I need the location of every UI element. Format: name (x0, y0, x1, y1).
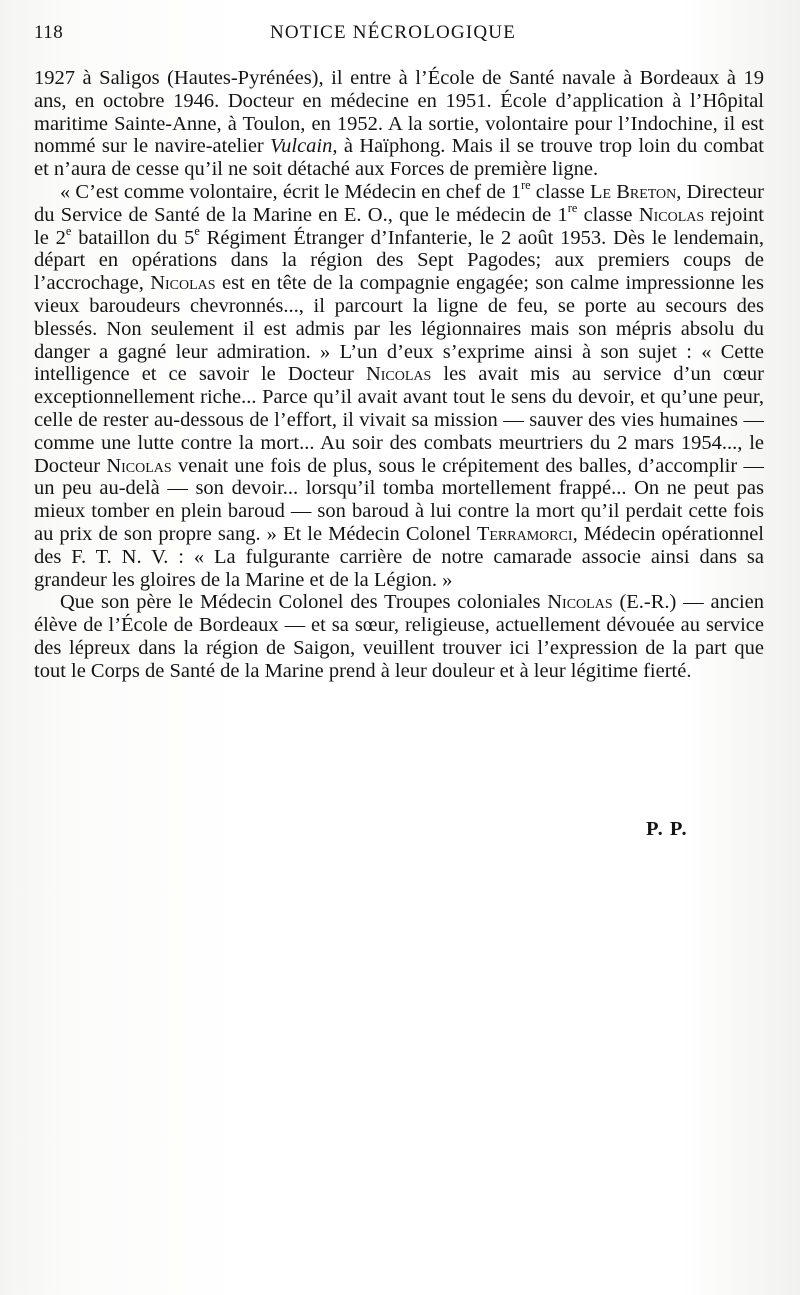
p2-text-5: rejoint le 2 (34, 203, 765, 249)
paragraph-3 (34, 591, 764, 682)
ordinal-superscript: e (65, 223, 72, 238)
p3-text-2: (E.-R.) — ancien élève de l’École de Bordeaux — et sa sœur, religieuse, actuellement dévouée au service des lépreux dans la région de Saigon, veuillent trouver ici l’expression de la part que tout le Corps de Santé de la Marine prend à leur douleur et à leur légitime fierté. (34, 591, 765, 682)
p2-text-6: bataillon du 5 (71, 226, 195, 249)
running-title: NOTICE NÉCROLOGIQUE (270, 22, 517, 43)
p3-text-1: Que son père le Médecin Colonel des Troupes coloniales (60, 591, 548, 614)
body-text (34, 67, 764, 683)
p1-text-1: 1927 à Saligos (Hautes-Pyrénées), il entre à l’École de Santé navale à Bordeaux à 19 ans, en octobre 1946. Docteur en médecine en 1951. École d’application à l’Hôpital maritime Sainte-Anne, à Toulon, en 1952. A la sortie, volontaire pour l’Indochine, il est nommé sur le navire-atelier (34, 67, 764, 158)
ordinal-superscript: re (521, 177, 531, 192)
signature-initials: P. P. (646, 818, 688, 840)
p2-text-11: Médecin opérationnel des F. T. N. V. : « La fulgurante carrière de notre camarade associe ainsi dans sa grandeur les gloires de la Marine et de la Légion. » (34, 522, 764, 591)
p1-text-2: à Haïphong. Mais il se trouve trop loin du combat et n’aura de cesse qu’il ne soit détaché aux Forces de première ligne. (34, 135, 764, 181)
person-name-nicolas: Nicolas (547, 591, 613, 614)
page-number: 118 (34, 22, 64, 43)
paragraph-2 (34, 177, 765, 591)
p2-text-10: venait une fois de plus, sous le crépitement des balles, d’accomplir — un peu au-delà — son devoir... lorsqu’il tomba mortellement frappé... On ne peut pas mieux tomber en plein baroud — son baroud à lui contre la mort qu’il perdait cette fois au prix de son propre sang. » Et le Médecin Colonel (34, 454, 764, 545)
person-name-le-breton: Le Breton, (589, 180, 682, 203)
person-name-nicolas: Nicolas (150, 272, 216, 295)
person-name-terramorci: Terramorci, (476, 522, 578, 545)
page-header (34, 22, 760, 52)
p2-text-8: est en tête de la compagnie engagée; son calme impressionne les vieux baroudeurs chevronnés..., il parcourt la ligne de feu, se porte au secours des blessés. Non seulement il est admis par les légionnaires mais son mépris absolu du danger a gagné leur admiration. » L’un d’eux s’exprime ainsi à son sujet : « Cette intelligence et ce savoir le Docteur (34, 272, 764, 386)
p2-text-1: « C’est comme volontaire, écrit le Médecin en chef de 1 (60, 180, 522, 203)
p2-text-2: classe (530, 180, 590, 203)
ordinal-superscript: re (567, 200, 578, 215)
person-name-nicolas: Nicolas (365, 363, 432, 386)
p2-text-3: Directeur du Service de Santé de la Marine en E. O., que le médecin de 1 (34, 180, 764, 226)
ordinal-superscript: e (194, 223, 200, 238)
p2-text-4: classe (577, 203, 639, 226)
paragraph-1 (34, 67, 764, 181)
ship-name: Vulcain, (270, 135, 338, 158)
p2-text-9: les avait mis au service d’un cœur exceptionnellement riche... Parce qu’il avait avant tout le sens du devoir, et qu’une peur, celle de rester au-dessous de l’effort, il vivait sa mission — sauver des vies humaines — comme une lutte contre la mort... Au soir des combats meurtriers du 2 mars 1954..., le Docteur (34, 363, 764, 477)
p2-text-7: Régiment Étranger d’Infanterie, le 2 août 1953. Dès le lendemain, départ en opérations dans la région des Sept Pagodes; aux premiers coups de l’accrochage, (34, 226, 765, 295)
person-name-nicolas: Nicolas (106, 454, 172, 477)
person-name-nicolas: Nicolas (638, 203, 705, 226)
